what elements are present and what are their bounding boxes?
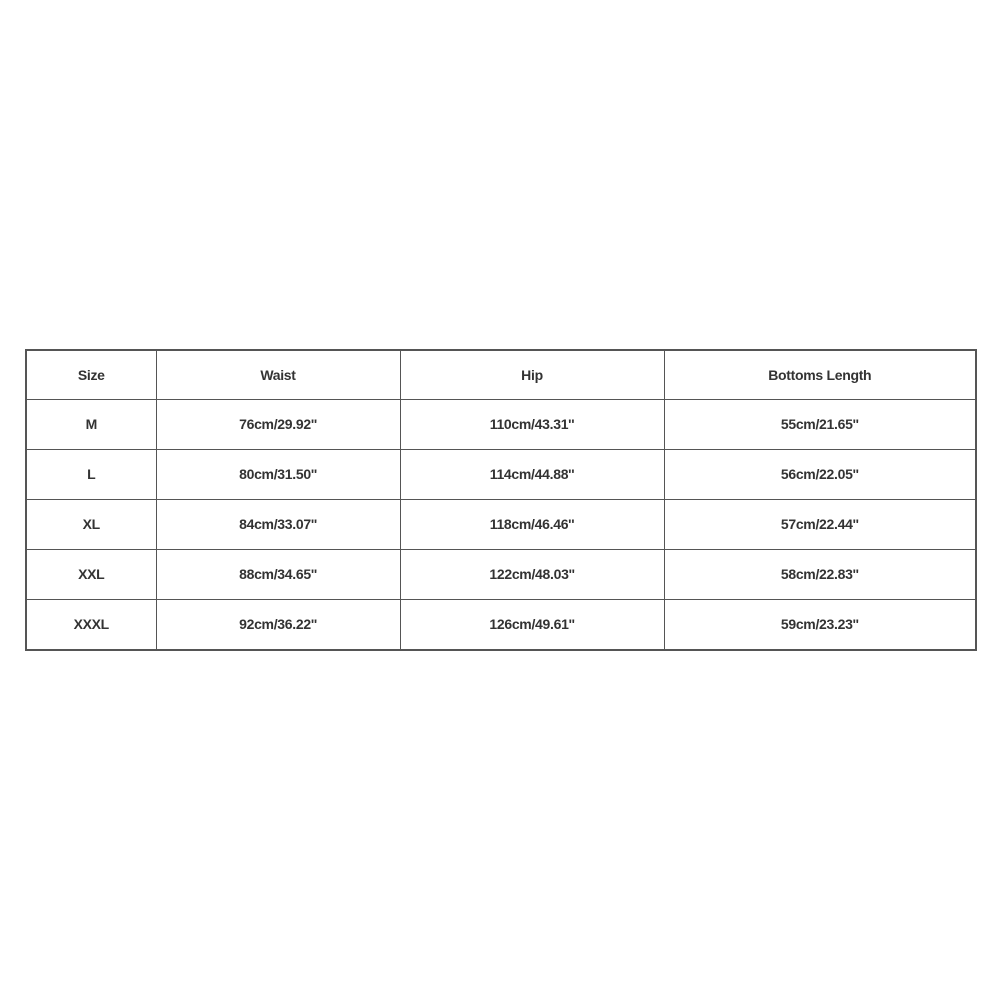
table-row [26, 599, 976, 650]
cell-bottoms-length: 56cm/22.05'' [664, 449, 976, 499]
cell-waist: 88cm/34.65'' [156, 549, 400, 599]
table-row [26, 499, 976, 549]
cell-waist: 84cm/33.07'' [156, 499, 400, 549]
cell-size: XXXL [26, 599, 156, 650]
cell-hip: 114cm/44.88'' [400, 449, 664, 499]
table-row [26, 549, 976, 599]
table-row [26, 400, 976, 450]
cell-bottoms-length: 55cm/21.65'' [664, 400, 976, 450]
cell-size: L [26, 449, 156, 499]
header-bottoms-length: Bottoms Length [664, 350, 976, 400]
cell-size: M [26, 400, 156, 450]
cell-waist: 92cm/36.22'' [156, 599, 400, 650]
cell-hip: 118cm/46.46'' [400, 499, 664, 549]
header-hip: Hip [400, 350, 664, 400]
cell-waist: 80cm/31.50'' [156, 449, 400, 499]
cell-size: XL [26, 499, 156, 549]
cell-bottoms-length: 58cm/22.83'' [664, 549, 976, 599]
cell-hip: 122cm/48.03'' [400, 549, 664, 599]
size-chart-table [25, 349, 977, 651]
cell-hip: 126cm/49.61'' [400, 599, 664, 650]
cell-hip: 110cm/43.31'' [400, 400, 664, 450]
header-waist: Waist [156, 350, 400, 400]
cell-bottoms-length: 57cm/22.44'' [664, 499, 976, 549]
table-header-row [26, 350, 976, 400]
cell-size: XXL [26, 549, 156, 599]
table-row [26, 449, 976, 499]
cell-bottoms-length: 59cm/23.23'' [664, 599, 976, 650]
header-size: Size [26, 350, 156, 400]
cell-waist: 76cm/29.92'' [156, 400, 400, 450]
